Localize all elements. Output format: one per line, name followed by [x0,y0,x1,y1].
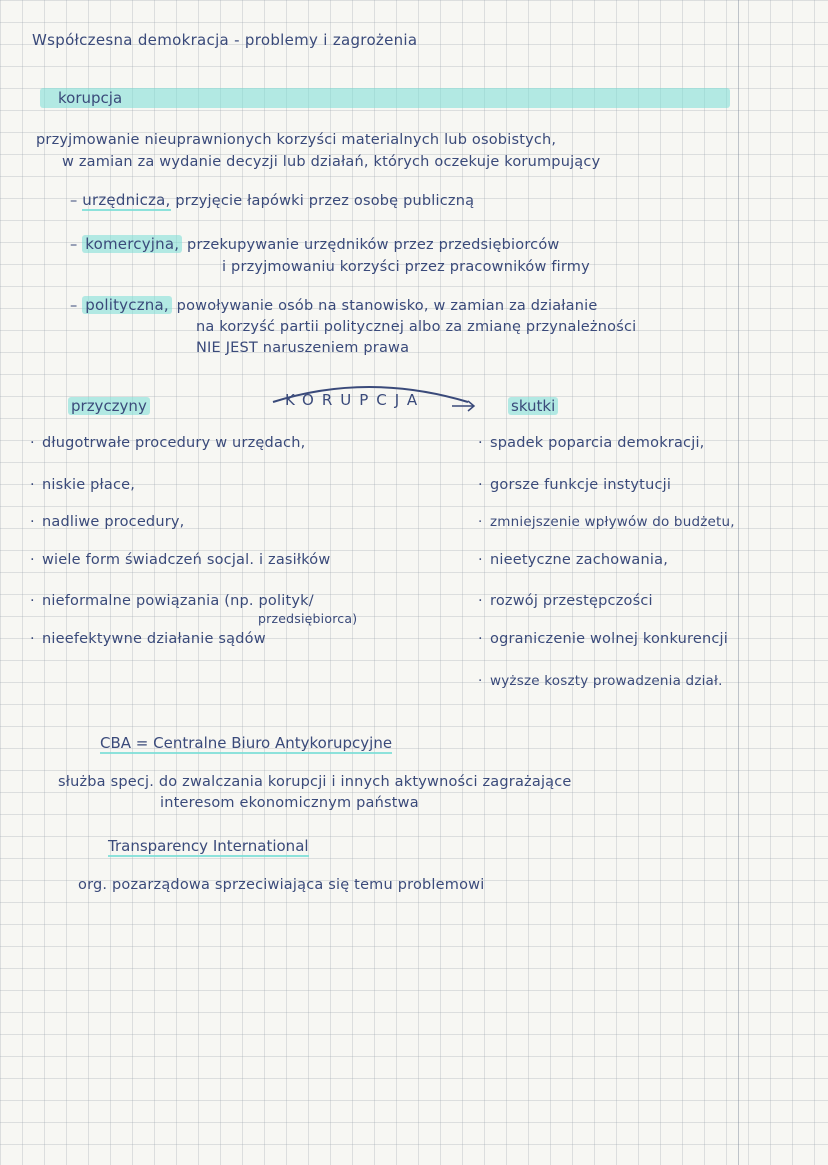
type-desc: przyjęcie łapówki przez osobę publiczną [175,193,475,209]
cause-item: · nieformalne powiązania (np. polityk/ [30,593,314,609]
definition-line-1: przyjmowanie nieuprawnionych korzyści materialnych lub osobistych, [36,132,557,148]
causes-heading: przyczyny [68,398,150,415]
cba-desc-2: interesom ekonomicznym państwa [160,795,419,811]
cause-item: · nieefektywne działanie sądów [30,631,266,647]
cause-item: · długotrwałe procedury w urzędach, [30,435,306,451]
cba-line: CBA = Centralne Biuro Antykorupcyjne [100,734,393,752]
type-komercyjna: – komercyjna, przekupywanie urzędników przez przedsiębiorców [70,235,560,253]
ti-name: Transparency International [108,837,309,855]
type-desc: powoływanie osób na stanowisko, w zamian za działanie [176,298,598,314]
type-polityczna-desc3: NIE JEST naruszeniem prawa [196,340,410,356]
effect-item: · gorsze funkcje instytucji [478,477,672,493]
effect-item: · rozwój przestępczości [478,593,653,609]
page-margin-line [738,0,739,1165]
definition-line-2: w zamian za wydanie decyzji lub działań, których oczekuje korumpujący [62,154,601,170]
ti-desc: org. pozarządowa sprzeciwiająca się temu problemowi [78,877,485,893]
type-polityczna-desc2: na korzyść partii politycznej albo za zmianę przynależności [196,319,637,335]
cause-item: · wiele form świadczeń socjal. i zasiłków [30,552,331,568]
type-label: urzędnicza, [82,191,171,209]
effect-item: · nieetyczne zachowania, [478,552,669,568]
page-title: Współczesna demokracja - problemy i zagrożenia [32,31,418,49]
type-komercyjna-desc2: i przyjmowaniu korzyści przez pracowników firmy [222,259,590,275]
type-label: polityczna, [82,296,172,314]
effect-item: · ograniczenie wolnej konkurencji [478,631,728,647]
effect-item: · spadek poparcia demokracji, [478,435,705,451]
effects-heading: skutki [508,398,558,415]
type-desc: przekupywanie urzędników przez przedsiębiorców [187,237,560,253]
type-polityczna: – polityczna, powoływanie osób na stanowisko, w zamian za działanie [70,296,598,314]
type-label: komercyjna, [82,235,182,253]
effect-item: · zmniejszenie wpływów do budżetu, [478,514,735,530]
cause-item-sub: przedsiębiorca) [258,611,358,626]
effect-item: · wyższe koszty prowadzenia dział. [478,673,723,689]
type-urzednicza: – urzędnicza, przyjęcie łapówki przez osobę publiczną [70,191,475,209]
arrow-right-icon [450,398,478,412]
heading-highlight [40,88,730,108]
diagram-center-label: KORUPCJA [285,391,426,409]
cause-item: · nadliwe procedury, [30,514,185,530]
cba-desc-1: służba specj. do zwalczania korupcji i innych aktywności zagrażające [58,774,572,790]
cause-item: · niskie płace, [30,477,136,493]
section-heading-korupcja: korupcja [58,89,123,107]
